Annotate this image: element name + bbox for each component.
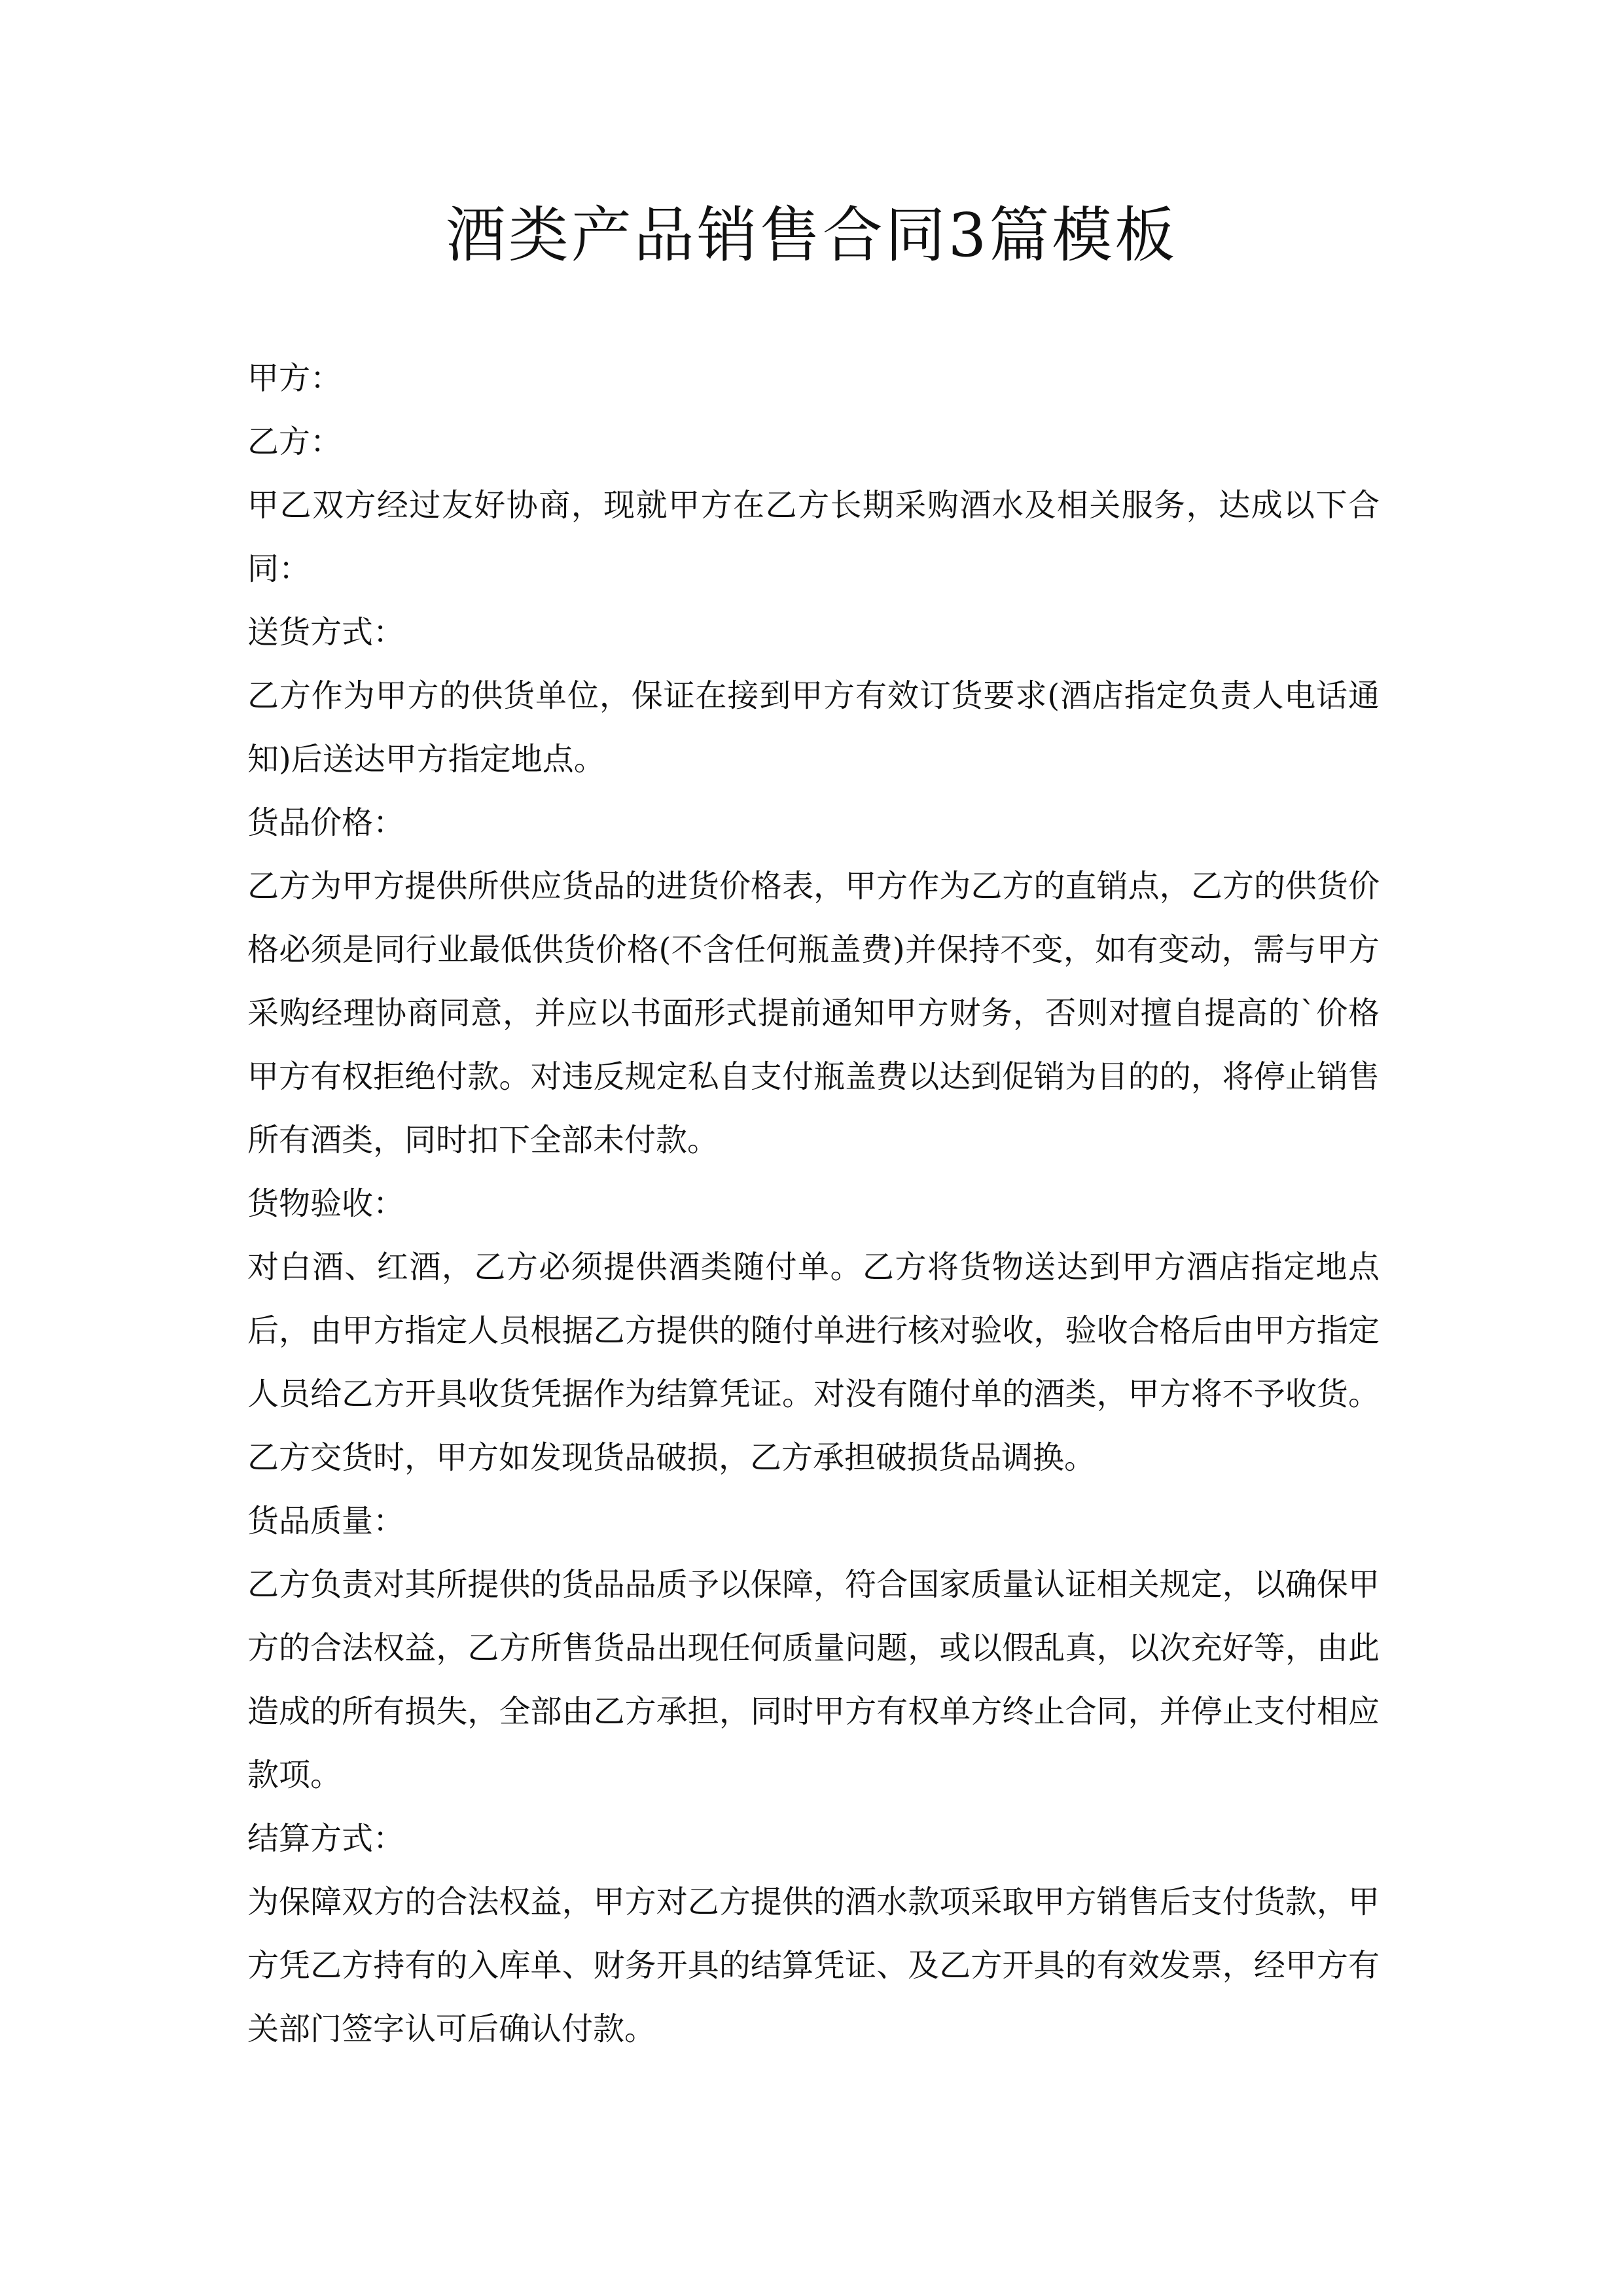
party-b-label: 乙方：: [247, 423, 342, 460]
section-heading-settlement: 结算方式：: [247, 1820, 405, 1857]
intro-paragraph: 甲乙双方经过友好协商，现就甲方在乙方长期采购酒水及相关服务，达成以下合同：: [247, 487, 1380, 587]
settlement-paragraph: 为保障双方的合法权益，甲方对乙方提供的酒水款项采取甲方销售后支付货款，甲方凭乙方持有的入库单、财务开具的结算凭证、及乙方开具的有效发票，经甲方有关部门签字认可后确认付款。: [247, 1884, 1380, 2047]
delivery-paragraph: 乙方作为甲方的供货单位，保证在接到甲方有效订货要求(酒店指定负责人电话通知)后送达甲方指定地点。: [247, 677, 1380, 778]
section-heading-quality: 货品质量：: [247, 1503, 405, 1539]
section-heading-delivery: 送货方式：: [247, 614, 405, 651]
section-heading-acceptance: 货物验收：: [247, 1185, 405, 1222]
party-a-label: 甲方：: [247, 360, 342, 397]
price-paragraph: 乙方为甲方提供所供应货品的进货价格表，甲方作为乙方的直销点，乙方的供货价格必须是同行业最低供货价格(不含任何瓶盖费)并保持不变，如有变动，需与甲方采购经理协商同意，并应以书面形式提前通知甲方财务，否则对擅自提高的`价格甲方有权拒绝付款。对违反规定私自支付瓶盖费以达到促销为目的的，将停止销售所有酒类，同时扣下全部未付款。: [247, 868, 1380, 1158]
document-body: [247, 347, 1380, 2061]
section-heading-price: 货品价格：: [247, 804, 405, 841]
quality-paragraph: 乙方负责对其所提供的货品品质予以保障，符合国家质量认证相关规定，以确保甲方的合法权益，乙方所售货品出现任何质量问题，或以假乱真，以次充好等，由此造成的所有损失，全部由乙方承担，同时甲方有权单方终止合同，并停止支付相应款项。: [247, 1566, 1380, 1793]
acceptance-paragraph: 对白酒、红酒，乙方必须提供酒类随付单。乙方将货物送达到甲方酒店指定地点后，由甲方指定人员根据乙方提供的随付单进行核对验收，验收合格后由甲方指定人员给乙方开具收货凭据作为结算凭证。对没有随付单的酒类，甲方将不予收货。乙方交货时，甲方如发现货品破损，乙方承担破损货品调换。: [247, 1249, 1380, 1476]
document-title: 酒类产品销售合同3篇模板: [445, 200, 1178, 270]
